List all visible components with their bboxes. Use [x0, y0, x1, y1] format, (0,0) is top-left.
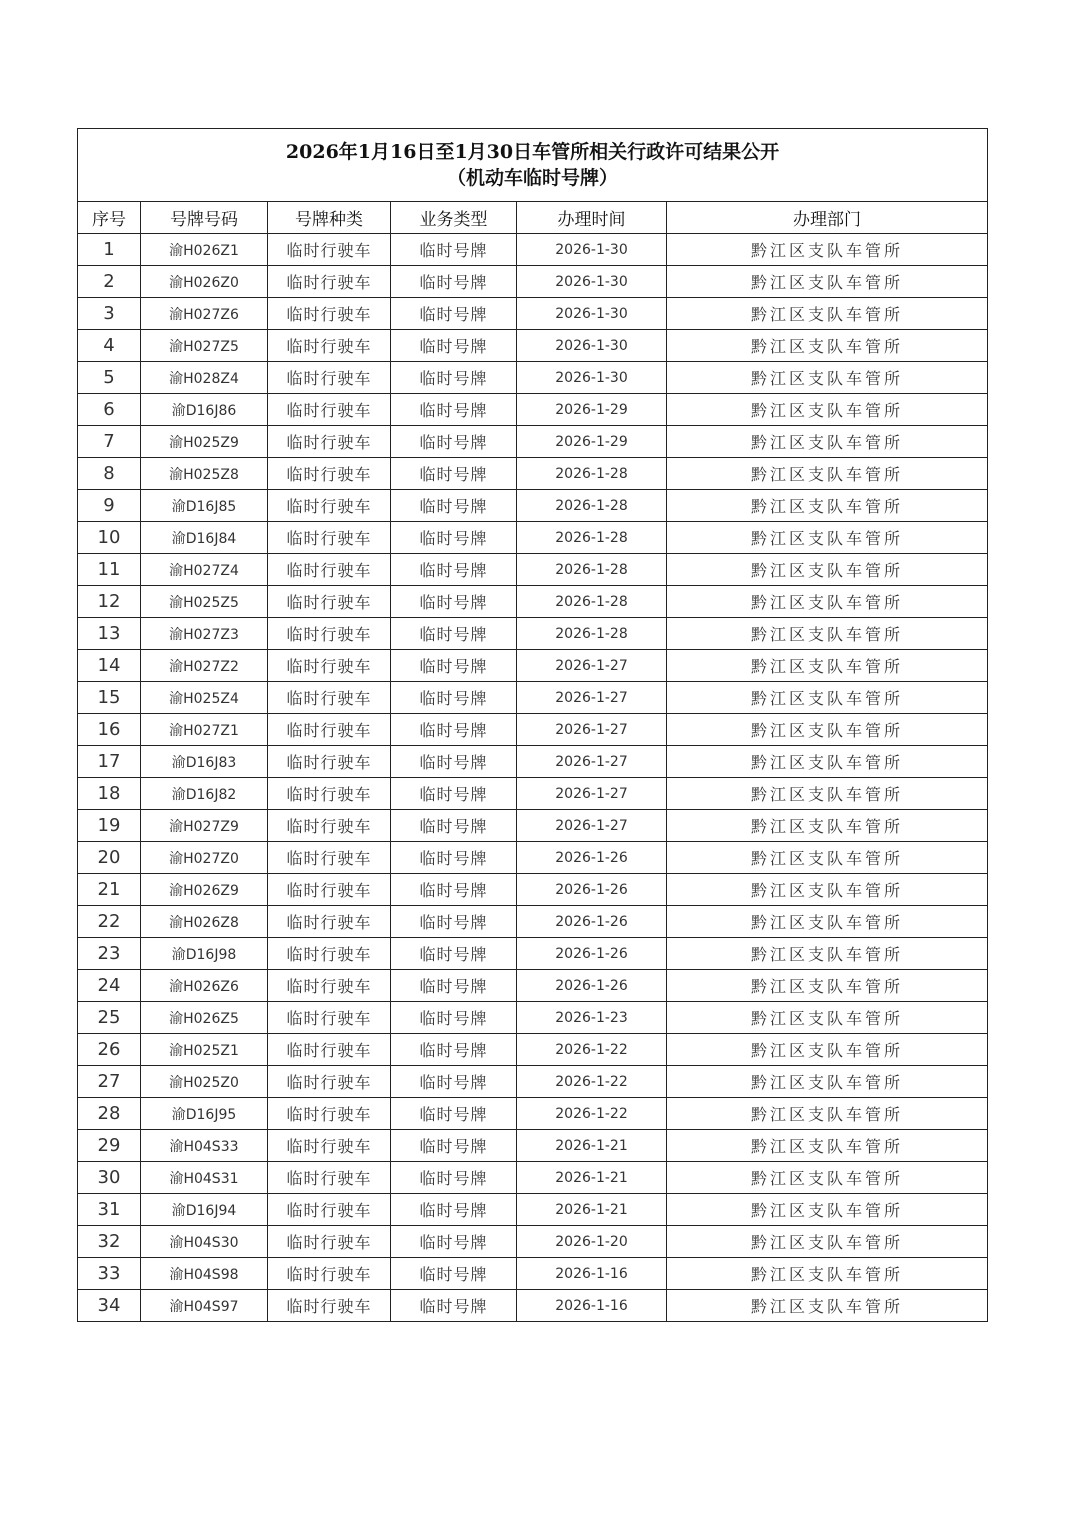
- plate-number-cell: 渝H04S97: [141, 1290, 268, 1322]
- business-type-cell: 临时号牌: [391, 874, 517, 906]
- business-type-cell: 临时号牌: [391, 1066, 517, 1098]
- table-row: [78, 1194, 988, 1226]
- date-cell: 2026-1-28: [517, 458, 667, 490]
- plate-number-cell: 渝H026Z5: [141, 1002, 268, 1034]
- business-type-cell: 临时号牌: [391, 810, 517, 842]
- table-row: [78, 650, 988, 682]
- date-cell: 2026-1-16: [517, 1290, 667, 1322]
- serial-cell: 34: [78, 1290, 141, 1322]
- business-type-cell: 临时号牌: [391, 906, 517, 938]
- plate-number-cell: 渝H025Z4: [141, 682, 268, 714]
- serial-cell: 3: [78, 298, 141, 330]
- serial-cell: 24: [78, 970, 141, 1002]
- table-title: [78, 129, 988, 202]
- department-cell: 黔江区支队车管所: [667, 746, 988, 778]
- table-row: [78, 906, 988, 938]
- date-cell: 2026-1-26: [517, 842, 667, 874]
- plate-number-cell: 渝H027Z4: [141, 554, 268, 586]
- department-cell: 黔江区支队车管所: [667, 906, 988, 938]
- serial-cell: 6: [78, 394, 141, 426]
- plate-type-cell: 临时行驶车: [268, 234, 391, 266]
- serial-cell: 14: [78, 650, 141, 682]
- table-row: [78, 618, 988, 650]
- business-type-cell: 临时号牌: [391, 1130, 517, 1162]
- plate-number-cell: 渝H027Z2: [141, 650, 268, 682]
- business-type-cell: 临时号牌: [391, 1194, 517, 1226]
- date-cell: 2026-1-22: [517, 1034, 667, 1066]
- business-type-cell: 临时号牌: [391, 298, 517, 330]
- column-header-serial: 序号: [78, 202, 141, 234]
- plate-type-cell: 临时行驶车: [268, 1130, 391, 1162]
- plate-number-cell: 渝H04S33: [141, 1130, 268, 1162]
- date-cell: 2026-1-22: [517, 1098, 667, 1130]
- business-type-cell: 临时号牌: [391, 1162, 517, 1194]
- plate-number-cell: 渝H027Z3: [141, 618, 268, 650]
- plate-type-cell: 临时行驶车: [268, 586, 391, 618]
- plate-number-cell: 渝H027Z9: [141, 810, 268, 842]
- plate-type-cell: 临时行驶车: [268, 682, 391, 714]
- table-row: [78, 586, 988, 618]
- serial-cell: 15: [78, 682, 141, 714]
- business-type-cell: 临时号牌: [391, 362, 517, 394]
- plate-number-cell: 渝H025Z0: [141, 1066, 268, 1098]
- table-row: [78, 714, 988, 746]
- table-row: [78, 970, 988, 1002]
- title-line-1: 2026年1月16日至1月30日车管所相关行政许可结果公开: [285, 141, 780, 163]
- table-row: [78, 330, 988, 362]
- serial-cell: 18: [78, 778, 141, 810]
- plate-type-cell: 临时行驶车: [268, 842, 391, 874]
- date-cell: 2026-1-28: [517, 554, 667, 586]
- serial-cell: 29: [78, 1130, 141, 1162]
- plate-type-cell: 临时行驶车: [268, 554, 391, 586]
- business-type-cell: 临时号牌: [391, 426, 517, 458]
- column-header-plate-type: 号牌种类: [268, 202, 391, 234]
- permit-results-table: [77, 128, 988, 1322]
- date-cell: 2026-1-26: [517, 970, 667, 1002]
- business-type-cell: 临时号牌: [391, 330, 517, 362]
- department-cell: 黔江区支队车管所: [667, 1098, 988, 1130]
- plate-number-cell: 渝D16J95: [141, 1098, 268, 1130]
- serial-cell: 8: [78, 458, 141, 490]
- date-cell: 2026-1-27: [517, 810, 667, 842]
- plate-number-cell: 渝D16J98: [141, 938, 268, 970]
- serial-cell: 17: [78, 746, 141, 778]
- plate-number-cell: 渝H025Z5: [141, 586, 268, 618]
- plate-type-cell: 临时行驶车: [268, 266, 391, 298]
- department-cell: 黔江区支队车管所: [667, 394, 988, 426]
- department-cell: 黔江区支队车管所: [667, 1194, 988, 1226]
- table-row: [78, 1226, 988, 1258]
- date-cell: 2026-1-30: [517, 330, 667, 362]
- business-type-cell: 临时号牌: [391, 490, 517, 522]
- table-row: [78, 1098, 988, 1130]
- department-cell: 黔江区支队车管所: [667, 1226, 988, 1258]
- date-cell: 2026-1-28: [517, 586, 667, 618]
- table-body: [78, 234, 988, 1322]
- plate-type-cell: 临时行驶车: [268, 714, 391, 746]
- date-cell: 2026-1-28: [517, 618, 667, 650]
- serial-cell: 9: [78, 490, 141, 522]
- plate-type-cell: 临时行驶车: [268, 1290, 391, 1322]
- date-cell: 2026-1-21: [517, 1130, 667, 1162]
- department-cell: 黔江区支队车管所: [667, 490, 988, 522]
- department-cell: 黔江区支队车管所: [667, 650, 988, 682]
- date-cell: 2026-1-27: [517, 682, 667, 714]
- plate-number-cell: 渝H028Z4: [141, 362, 268, 394]
- plate-type-cell: 临时行驶车: [268, 426, 391, 458]
- plate-number-cell: 渝D16J94: [141, 1194, 268, 1226]
- date-cell: 2026-1-27: [517, 714, 667, 746]
- department-cell: 黔江区支队车管所: [667, 874, 988, 906]
- table-row: [78, 234, 988, 266]
- table-row: [78, 874, 988, 906]
- department-cell: 黔江区支队车管所: [667, 298, 988, 330]
- plate-type-cell: 临时行驶车: [268, 810, 391, 842]
- plate-type-cell: 临时行驶车: [268, 362, 391, 394]
- plate-type-cell: 临时行驶车: [268, 1098, 391, 1130]
- title-line-2: （机动车临时号牌）: [447, 167, 619, 189]
- date-cell: 2026-1-29: [517, 394, 667, 426]
- plate-number-cell: 渝H027Z1: [141, 714, 268, 746]
- table-row: [78, 1290, 988, 1322]
- business-type-cell: 临时号牌: [391, 1002, 517, 1034]
- serial-cell: 28: [78, 1098, 141, 1130]
- date-cell: 2026-1-27: [517, 650, 667, 682]
- business-type-cell: 临时号牌: [391, 458, 517, 490]
- plate-type-cell: 临时行驶车: [268, 490, 391, 522]
- serial-cell: 2: [78, 266, 141, 298]
- plate-type-cell: 临时行驶车: [268, 298, 391, 330]
- department-cell: 黔江区支队车管所: [667, 1034, 988, 1066]
- plate-type-cell: 临时行驶车: [268, 1194, 391, 1226]
- department-cell: 黔江区支队车管所: [667, 426, 988, 458]
- department-cell: 黔江区支队车管所: [667, 1290, 988, 1322]
- business-type-cell: 临时号牌: [391, 1098, 517, 1130]
- serial-cell: 22: [78, 906, 141, 938]
- date-cell: 2026-1-20: [517, 1226, 667, 1258]
- plate-type-cell: 临时行驶车: [268, 1162, 391, 1194]
- date-cell: 2026-1-30: [517, 266, 667, 298]
- plate-type-cell: 临时行驶车: [268, 330, 391, 362]
- date-cell: 2026-1-22: [517, 1066, 667, 1098]
- table-row: [78, 1034, 988, 1066]
- business-type-cell: 临时号牌: [391, 778, 517, 810]
- plate-number-cell: 渝D16J86: [141, 394, 268, 426]
- table-row: [78, 1162, 988, 1194]
- serial-cell: 10: [78, 522, 141, 554]
- table-row: [78, 394, 988, 426]
- plate-type-cell: 临时行驶车: [268, 970, 391, 1002]
- business-type-cell: 临时号牌: [391, 586, 517, 618]
- serial-cell: 16: [78, 714, 141, 746]
- date-cell: 2026-1-30: [517, 234, 667, 266]
- date-cell: 2026-1-26: [517, 874, 667, 906]
- business-type-cell: 临时号牌: [391, 970, 517, 1002]
- plate-number-cell: 渝H04S31: [141, 1162, 268, 1194]
- plate-number-cell: 渝H026Z9: [141, 874, 268, 906]
- plate-type-cell: 临时行驶车: [268, 906, 391, 938]
- date-cell: 2026-1-26: [517, 906, 667, 938]
- date-cell: 2026-1-28: [517, 490, 667, 522]
- table-row: [78, 1002, 988, 1034]
- department-cell: 黔江区支队车管所: [667, 586, 988, 618]
- plate-number-cell: 渝D16J83: [141, 746, 268, 778]
- plate-type-cell: 临时行驶车: [268, 650, 391, 682]
- department-cell: 黔江区支队车管所: [667, 362, 988, 394]
- plate-type-cell: 临时行驶车: [268, 522, 391, 554]
- column-header-business-type: 业务类型: [391, 202, 517, 234]
- serial-cell: 5: [78, 362, 141, 394]
- plate-number-cell: 渝H025Z9: [141, 426, 268, 458]
- department-cell: 黔江区支队车管所: [667, 842, 988, 874]
- plate-type-cell: 临时行驶车: [268, 1034, 391, 1066]
- business-type-cell: 临时号牌: [391, 682, 517, 714]
- date-cell: 2026-1-23: [517, 1002, 667, 1034]
- table-row: [78, 554, 988, 586]
- business-type-cell: 临时号牌: [391, 522, 517, 554]
- department-cell: 黔江区支队车管所: [667, 682, 988, 714]
- department-cell: 黔江区支队车管所: [667, 1066, 988, 1098]
- department-cell: 黔江区支队车管所: [667, 1162, 988, 1194]
- plate-type-cell: 临时行驶车: [268, 938, 391, 970]
- table-row: [78, 778, 988, 810]
- department-cell: 黔江区支队车管所: [667, 330, 988, 362]
- plate-type-cell: 临时行驶车: [268, 1226, 391, 1258]
- plate-number-cell: 渝H026Z1: [141, 234, 268, 266]
- serial-cell: 13: [78, 618, 141, 650]
- plate-number-cell: 渝H027Z6: [141, 298, 268, 330]
- department-cell: 黔江区支队车管所: [667, 1002, 988, 1034]
- plate-type-cell: 临时行驶车: [268, 1258, 391, 1290]
- department-cell: 黔江区支队车管所: [667, 1258, 988, 1290]
- table-row: [78, 842, 988, 874]
- date-cell: 2026-1-30: [517, 362, 667, 394]
- department-cell: 黔江区支队车管所: [667, 810, 988, 842]
- plate-number-cell: 渝H025Z8: [141, 458, 268, 490]
- plate-number-cell: 渝D16J82: [141, 778, 268, 810]
- table-row: [78, 490, 988, 522]
- business-type-cell: 临时号牌: [391, 1290, 517, 1322]
- plate-type-cell: 临时行驶车: [268, 746, 391, 778]
- department-cell: 黔江区支队车管所: [667, 266, 988, 298]
- date-cell: 2026-1-30: [517, 298, 667, 330]
- column-header-plate-number: 号牌号码: [141, 202, 268, 234]
- date-cell: 2026-1-27: [517, 746, 667, 778]
- serial-cell: 23: [78, 938, 141, 970]
- business-type-cell: 临时号牌: [391, 938, 517, 970]
- date-cell: 2026-1-29: [517, 426, 667, 458]
- business-type-cell: 临时号牌: [391, 1226, 517, 1258]
- table-row: [78, 298, 988, 330]
- table-row: [78, 426, 988, 458]
- plate-number-cell: 渝H026Z0: [141, 266, 268, 298]
- plate-number-cell: 渝H04S30: [141, 1226, 268, 1258]
- department-cell: 黔江区支队车管所: [667, 234, 988, 266]
- plate-type-cell: 临时行驶车: [268, 618, 391, 650]
- table-row: [78, 746, 988, 778]
- date-cell: 2026-1-27: [517, 778, 667, 810]
- plate-number-cell: 渝H04S98: [141, 1258, 268, 1290]
- department-cell: 黔江区支队车管所: [667, 618, 988, 650]
- table-row: [78, 458, 988, 490]
- serial-cell: 1: [78, 234, 141, 266]
- serial-cell: 19: [78, 810, 141, 842]
- business-type-cell: 临时号牌: [391, 714, 517, 746]
- serial-cell: 4: [78, 330, 141, 362]
- serial-cell: 31: [78, 1194, 141, 1226]
- business-type-cell: 临时号牌: [391, 618, 517, 650]
- plate-type-cell: 临时行驶车: [268, 778, 391, 810]
- table-row: [78, 682, 988, 714]
- plate-number-cell: 渝H027Z0: [141, 842, 268, 874]
- serial-cell: 33: [78, 1258, 141, 1290]
- plate-type-cell: 临时行驶车: [268, 1002, 391, 1034]
- plate-number-cell: 渝H026Z8: [141, 906, 268, 938]
- plate-number-cell: 渝H025Z1: [141, 1034, 268, 1066]
- table-row: [78, 266, 988, 298]
- serial-cell: 21: [78, 874, 141, 906]
- serial-cell: 26: [78, 1034, 141, 1066]
- plate-number-cell: 渝H027Z5: [141, 330, 268, 362]
- department-cell: 黔江区支队车管所: [667, 554, 988, 586]
- table-row: [78, 522, 988, 554]
- plate-type-cell: 临时行驶车: [268, 394, 391, 426]
- department-cell: 黔江区支队车管所: [667, 458, 988, 490]
- department-cell: 黔江区支队车管所: [667, 778, 988, 810]
- table-row: [78, 1066, 988, 1098]
- business-type-cell: 临时号牌: [391, 554, 517, 586]
- business-type-cell: 临时号牌: [391, 394, 517, 426]
- business-type-cell: 临时号牌: [391, 1034, 517, 1066]
- serial-cell: 20: [78, 842, 141, 874]
- serial-cell: 27: [78, 1066, 141, 1098]
- serial-cell: 7: [78, 426, 141, 458]
- date-cell: 2026-1-16: [517, 1258, 667, 1290]
- plate-type-cell: 临时行驶车: [268, 874, 391, 906]
- business-type-cell: 临时号牌: [391, 1258, 517, 1290]
- business-type-cell: 临时号牌: [391, 650, 517, 682]
- department-cell: 黔江区支队车管所: [667, 938, 988, 970]
- column-header-row: [78, 202, 988, 234]
- date-cell: 2026-1-28: [517, 522, 667, 554]
- column-header-date: 办理时间: [517, 202, 667, 234]
- table-row: [78, 938, 988, 970]
- department-cell: 黔江区支队车管所: [667, 1130, 988, 1162]
- serial-cell: 25: [78, 1002, 141, 1034]
- business-type-cell: 临时号牌: [391, 234, 517, 266]
- serial-cell: 11: [78, 554, 141, 586]
- department-cell: 黔江区支队车管所: [667, 522, 988, 554]
- plate-type-cell: 临时行驶车: [268, 458, 391, 490]
- department-cell: 黔江区支队车管所: [667, 970, 988, 1002]
- plate-type-cell: 临时行驶车: [268, 1066, 391, 1098]
- date-cell: 2026-1-21: [517, 1162, 667, 1194]
- department-cell: 黔江区支队车管所: [667, 714, 988, 746]
- table-row: [78, 1258, 988, 1290]
- serial-cell: 12: [78, 586, 141, 618]
- date-cell: 2026-1-26: [517, 938, 667, 970]
- table-row: [78, 362, 988, 394]
- plate-number-cell: 渝D16J85: [141, 490, 268, 522]
- table-row: [78, 810, 988, 842]
- table-row: [78, 1130, 988, 1162]
- plate-number-cell: 渝D16J84: [141, 522, 268, 554]
- business-type-cell: 临时号牌: [391, 746, 517, 778]
- serial-cell: 32: [78, 1226, 141, 1258]
- date-cell: 2026-1-21: [517, 1194, 667, 1226]
- business-type-cell: 临时号牌: [391, 842, 517, 874]
- business-type-cell: 临时号牌: [391, 266, 517, 298]
- plate-number-cell: 渝H026Z6: [141, 970, 268, 1002]
- column-header-department: 办理部门: [667, 202, 988, 234]
- serial-cell: 30: [78, 1162, 141, 1194]
